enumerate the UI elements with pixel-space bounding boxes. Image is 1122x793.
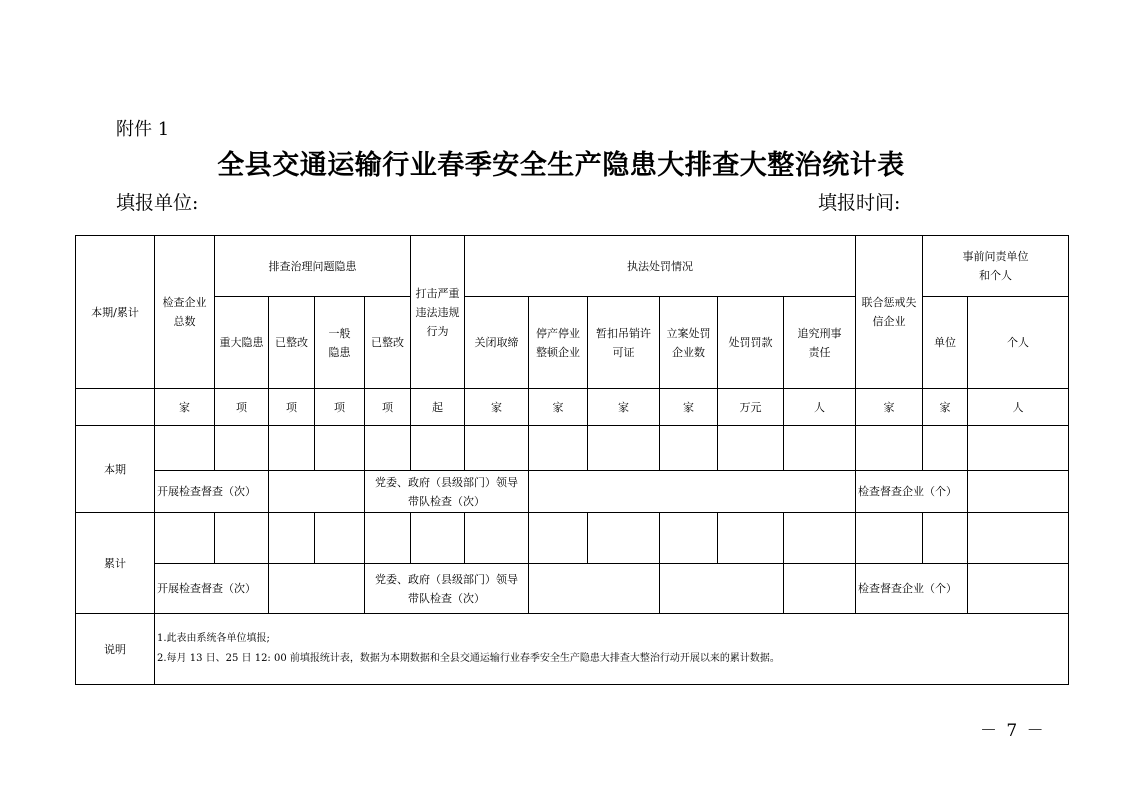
data-cell[interactable]	[660, 513, 718, 564]
data-cell[interactable]	[784, 426, 856, 471]
row-label-cumulative: 累计	[76, 513, 155, 614]
header-case-filed: 立案处罚 企业数	[660, 297, 718, 389]
header-crackdown: 打击严重 违法违规 行为	[411, 236, 465, 389]
header-period: 本期/累计	[76, 236, 155, 389]
unit-cell: 家	[155, 389, 215, 426]
data-cell[interactable]	[215, 513, 269, 564]
cumulative-inspection-row	[76, 564, 1069, 614]
note-1: 1.此表由系统各单位填报;	[157, 633, 270, 644]
notes-content	[155, 614, 1069, 685]
data-cell[interactable]	[856, 513, 923, 564]
header-suspended: 停产停业 整顿企业	[529, 297, 588, 389]
fill-unit-label: 填报单位:	[116, 192, 199, 214]
data-cell[interactable]	[718, 426, 784, 471]
header-general-hazard: 一般 隐患	[315, 297, 365, 389]
data-cell[interactable]	[465, 513, 529, 564]
leader-inspection-value-2[interactable]	[660, 564, 784, 614]
unit-cell: 万元	[718, 389, 784, 426]
data-cell[interactable]	[923, 513, 968, 564]
leader-inspection-value-3[interactable]	[784, 564, 856, 614]
units-empty-cell	[76, 389, 155, 426]
unit-cell: 人	[968, 389, 1069, 426]
data-cell[interactable]	[155, 513, 215, 564]
data-cell[interactable]	[923, 426, 968, 471]
inspection-count-label: 开展检查督查（次）	[155, 471, 269, 513]
data-cell[interactable]	[529, 426, 588, 471]
header-hazards-group: 排查治理问题隐患	[215, 236, 411, 297]
data-cell[interactable]	[365, 513, 411, 564]
data-cell[interactable]	[529, 513, 588, 564]
data-cell[interactable]	[660, 426, 718, 471]
page-number: － 7 －	[980, 721, 1046, 741]
header-unit: 单位	[923, 297, 968, 389]
data-cell[interactable]	[315, 426, 365, 471]
header-inspected: 检查企业 总数	[155, 236, 215, 389]
current-inspection-row	[76, 471, 1069, 513]
row-label-current: 本期	[76, 426, 155, 513]
statistics-table	[75, 235, 1069, 685]
header-joint-punish: 联合惩戒失 信企业	[856, 236, 923, 389]
data-cell[interactable]	[411, 513, 465, 564]
leader-inspection-value[interactable]	[529, 564, 660, 614]
unit-cell: 家	[660, 389, 718, 426]
data-cell[interactable]	[365, 426, 411, 471]
header-major-hazard: 重大隐患	[215, 297, 269, 389]
fill-time-label: 填报时间:	[818, 192, 901, 214]
unit-cell: 起	[411, 389, 465, 426]
unit-cell: 家	[923, 389, 968, 426]
data-cell[interactable]	[411, 426, 465, 471]
inspection-count-label: 开展检查督查（次）	[155, 564, 269, 614]
inspection-count-value[interactable]	[269, 564, 365, 614]
header-person: 个人	[968, 297, 1069, 389]
supervised-enterprises-value[interactable]	[968, 471, 1069, 513]
leader-inspection-label: 党委、政府（县级部门）领导 带队检查（次）	[365, 564, 529, 614]
data-cell[interactable]	[155, 426, 215, 471]
notes-label: 说明	[76, 614, 155, 685]
unit-cell: 人	[784, 389, 856, 426]
header-rectified-2: 已整改	[365, 297, 411, 389]
unit-cell: 家	[588, 389, 660, 426]
cumulative-data-row	[76, 513, 1069, 564]
data-cell[interactable]	[269, 426, 315, 471]
unit-cell: 家	[529, 389, 588, 426]
leader-inspection-value[interactable]	[529, 471, 856, 513]
header-accountability-group: 事前问责单位 和个人	[923, 236, 1069, 297]
header-closed: 关闭取缔	[465, 297, 529, 389]
unit-cell: 家	[856, 389, 923, 426]
data-cell[interactable]	[718, 513, 784, 564]
units-row	[76, 389, 1069, 426]
data-cell[interactable]	[315, 513, 365, 564]
attachment-label: 附件 1	[116, 119, 170, 140]
data-cell[interactable]	[968, 513, 1069, 564]
unit-cell: 项	[365, 389, 411, 426]
inspection-count-value[interactable]	[269, 471, 365, 513]
supervised-enterprises-value[interactable]	[968, 564, 1069, 614]
data-cell[interactable]	[588, 513, 660, 564]
supervised-enterprises-label: 检查督查企业（个）	[856, 564, 968, 614]
unit-cell: 家	[465, 389, 529, 426]
unit-cell: 项	[315, 389, 365, 426]
note-2: 2.每月 13 日、25 日 12: 00 前填报统计表，数据为本期数据和全县交通运输行业春季安全生产隐患大排查大整治行动开展以来的累计数据。	[157, 653, 780, 664]
supervised-enterprises-label: 检查督查企业（个）	[856, 471, 968, 513]
header-enforcement-group: 执法处罚情况	[465, 236, 856, 297]
document-title: 全县交通运输行业春季安全生产隐患大排查大整治统计表	[217, 150, 905, 181]
leader-inspection-label: 党委、政府（县级部门）领导 带队检查（次）	[365, 471, 529, 513]
data-cell[interactable]	[856, 426, 923, 471]
data-cell[interactable]	[784, 513, 856, 564]
unit-cell: 项	[215, 389, 269, 426]
data-cell[interactable]	[215, 426, 269, 471]
data-cell[interactable]	[269, 513, 315, 564]
unit-cell: 项	[269, 389, 315, 426]
header-rectified: 已整改	[269, 297, 315, 389]
header-criminal: 追究刑事 责任	[784, 297, 856, 389]
header-revoked: 暂扣吊销许 可证	[588, 297, 660, 389]
header-fines: 处罚罚款	[718, 297, 784, 389]
data-cell[interactable]	[588, 426, 660, 471]
data-cell[interactable]	[968, 426, 1069, 471]
notes-row	[76, 614, 1069, 685]
current-data-row	[76, 426, 1069, 471]
data-cell[interactable]	[465, 426, 529, 471]
